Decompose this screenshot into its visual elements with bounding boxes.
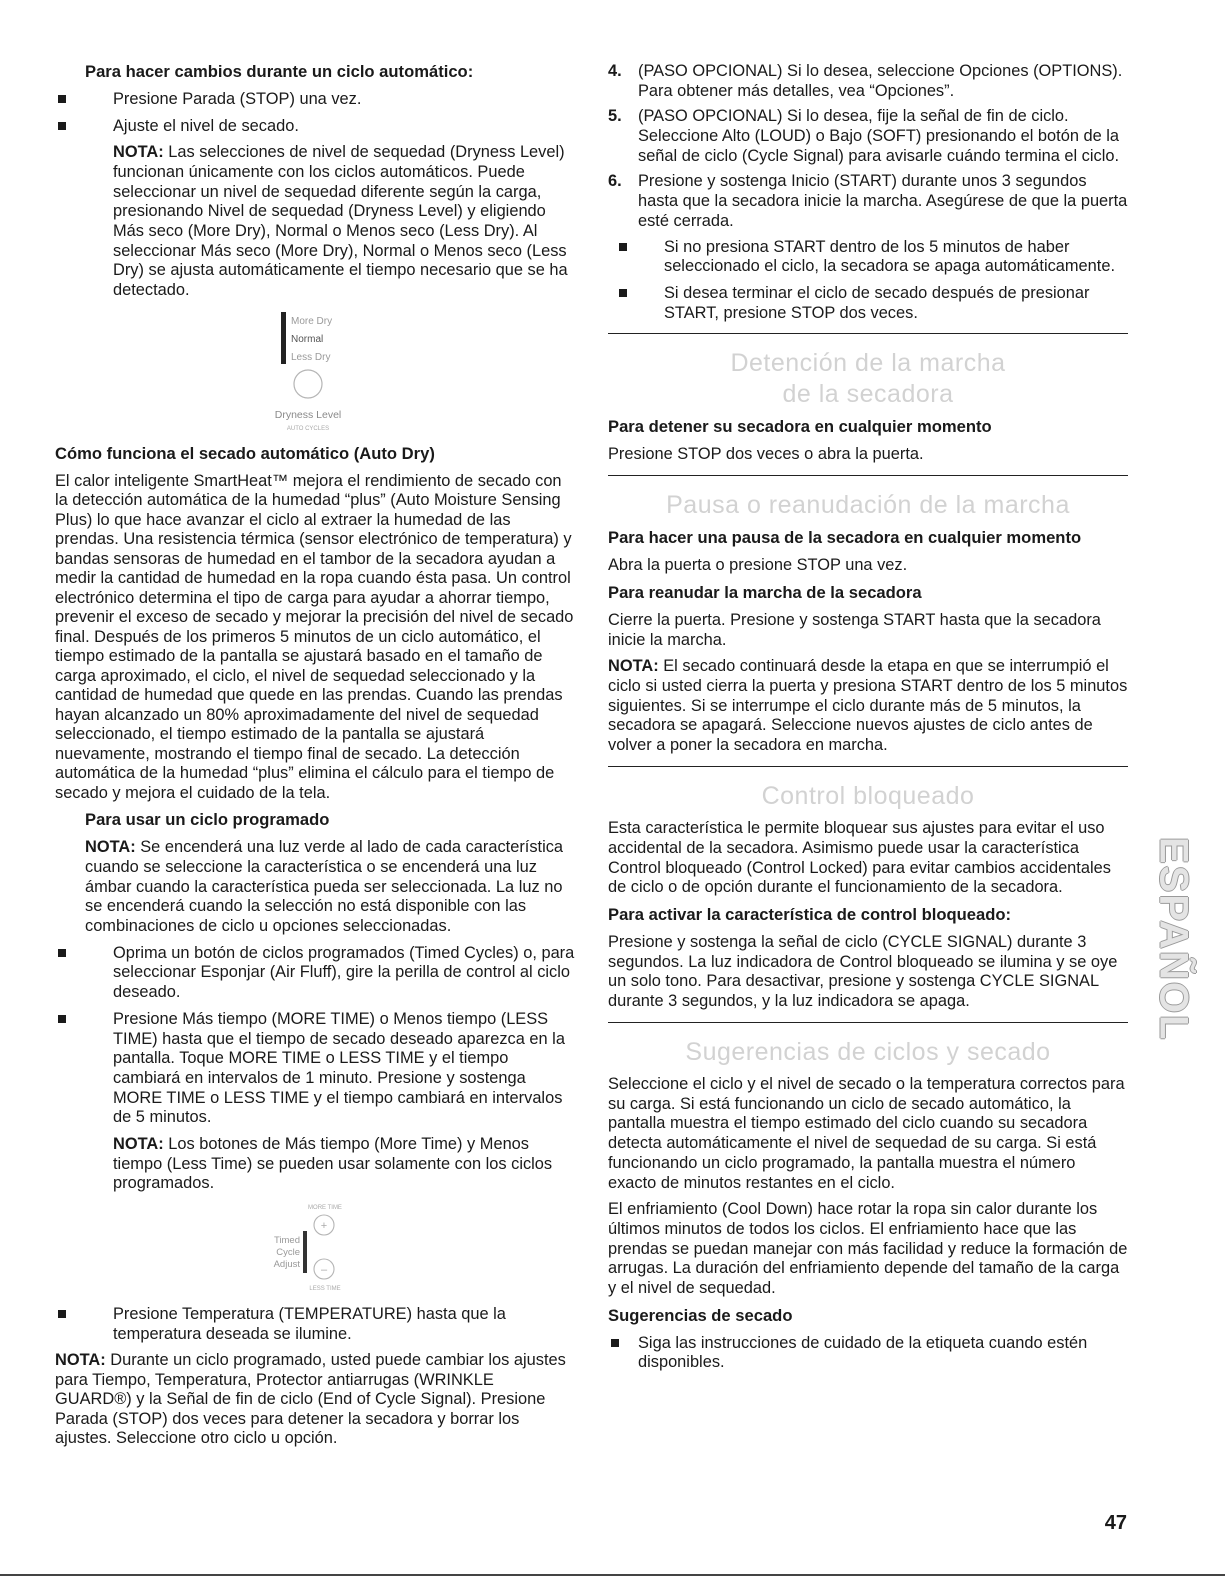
more-time-label: MORE TIME [308,1205,342,1212]
dryness-level-label: Dryness Level [274,408,342,421]
step-number: 4. [608,62,622,80]
plus-icon: + [320,1220,328,1233]
auto-cycles-label: AUTO CYCLES [286,425,330,432]
step-6 [608,172,1128,231]
paragraph-restart-dryer: Cierre la puerta. Presione y sostenga START hasta que la secadora inicie la marcha. [608,610,1101,649]
changes-list [55,90,575,136]
list-item: Si no presiona START dentro de los 5 minutos de haber seleccionado el ciclo, la secadora se apaga automáticamente. [616,238,1128,277]
note-text: Los botones de Más tiempo (More Time) y Menos tiempo (Less Time) se pueden usar solamente con los ciclos programados. [113,1134,553,1193]
section-title-control-locked: Control bloqueado [761,781,975,810]
start-notes-list [616,238,1128,324]
level-bar [281,312,286,364]
heading-drying-tips: Sugerencias de secado [608,1305,793,1325]
heading-restart-dryer: Para reanudar la marcha de la secadora [608,582,922,602]
dryness-level-illustration [55,308,575,440]
note-label: NOTA: [85,838,136,857]
heading-timed-cycle: Para usar un ciclo programado [85,810,330,830]
timed-list [55,944,575,1128]
note-text: Se encenderá una luz verde al lado de cada característica cuando se seleccione la característica o se encenderá una luz ámbar cuando la característica pueda ser seleccionada. La luz no se encenderá cuando la selección no está disponible con las combinaciones de ciclo u opciones seleccionadas. [85,838,564,936]
page-bottom-rule [0,1574,1225,1576]
paragraph-control-locked: Esta característica le permite bloquear sus ajustes para evitar el uso accidental de la secadora. Asimismo puede usar la característica Control bloqueado (Control Locked) para evitar cambios accidentales de ciclo o de opción durante el funcionamiento de la secadora. [608,819,1111,897]
cycle-adjust-bar [303,1231,307,1273]
list-item: Presione Más tiempo (MORE TIME) o Menos tiempo (LESS TIME) hasta que el tiempo de secado deseado aparezca en la pantalla. Toque MORE TIME o LESS TIME y el tiempo cambiará en intervalos de 1 minuto. Presione y sostenga MORE TIME o LESS TIME y el tiempo cambiará en intervalos de 5 minutos. [55,1010,575,1128]
step-4 [608,62,1128,101]
left-column [55,62,575,1456]
section-divider [608,333,1128,334]
section-title-cycle-tips: Sugerencias de ciclos y secado [685,1037,1051,1066]
list-item: Presione Temperatura (TEMPERATURE) hasta que la temperatura deseada se ilumine. [55,1305,575,1344]
step-text: Presione y sostenga Inicio (START) durante unos 3 segundos hasta que la secadora inicie la marcha. Asegúrese de que la puerta esté cerrada. [638,172,1128,230]
note-label: NOTA: [113,1134,164,1153]
less-dry-label: Less Dry [291,351,331,363]
paragraph-activate-control-locked: Presione y sostenga la señal de ciclo (CYCLE SIGNAL) durante 3 segundos. La luz indicadora de Control bloqueado se ilumina y se oye un solo tono. Para desactivar, presione y sostenga CYCLE SIGNAL durante 3 segundos, y la luz indicadora se apaga. [608,932,1118,1010]
minus-icon: – [320,1264,328,1277]
paragraph-pause-dryer: Abra la puerta o presione STOP una vez. [608,556,908,575]
timed-cycle-adjust-illustration [55,1201,575,1293]
step-number: 5. [608,107,622,126]
cycle-label: Cycle [276,1247,300,1259]
note-text: Las selecciones de nivel de sequedad (Dryness Level) funcionan únicamente con los ciclos automáticos. Puede seleccionar un nivel de sequedad diferente según la carga, presionando Nivel de sequedad (Dryness Level) y eligiendo Más seco (More Dry), Normal o Menos seco (Less Dry). Al seleccionar Más seco (More Dry), Normal o Menos seco (Less Dry) se ajusta automáticamente el tiempo necesario que se ha detectado. [113,143,568,300]
paragraph-stop-dryer: Presione STOP dos veces o abra la puerta. [608,445,924,464]
note-more-less-time [113,1135,575,1194]
paragraph-cycle-tips: Seleccione el ciclo y el nivel de secado o la temperatura correctos para su carga. Si está funcionando un ciclo de secado automático, la pantalla muestra el tiempo estimado del ciclo cuando su secadora detecta automáticamente el nivel de sequedad de su carga. Si está funcionando un ciclo programado, la pantalla muestra el número exacto de minutos restantes en el ciclo. [608,1075,1125,1192]
steps-list [608,62,1128,232]
right-column [608,62,1128,1380]
heading-changes-auto-cycle: Para hacer cambios durante un ciclo automático: [85,62,474,81]
note-text: El secado continuará desde la etapa en que se interrumpió el ciclo si usted cierra la puerta y presiona START dentro de los 5 minutos siguientes. Si se interrumpe el ciclo durante más de 5 minutos, la secadora se apagará. Seleccione nuevos ajustes de ciclo antes de volver a poner la secadora en marcha. [608,657,1128,754]
note-text: Durante un ciclo programado, usted puede cambiar los ajustes para Tiempo, Temperatura, Protector antiarrugas (WRINKLE GUARD®) y la Señal de fin de ciclo (End of Cycle Signal). Presione Parada (STOP) dos veces para detener la secadora y borrar los ajustes. Seleccione otro ciclo u opción. [55,1351,566,1448]
heading-pause-dryer: Para hacer una pausa de la secadora en cualquier momento [608,528,1082,548]
adjust-label: Adjust [273,1259,300,1271]
language-tab-label: ESPAÑOL [1151,837,1196,1042]
less-time-label: LESS TIME [309,1286,341,1293]
section-title-stopping [608,348,1128,409]
step-5 [608,107,1128,166]
note-restart [608,657,1128,755]
heading-stop-dryer: Para detener su secadora en cualquier momento [608,417,992,437]
note-label: NOTA: [608,657,659,676]
dryness-level-figure [55,308,575,440]
list-item: Si desea terminar el ciclo de secado después de presionar START, presione STOP dos veces. [616,284,1128,323]
list-item: Ajuste el nivel de secado. [55,117,575,137]
heading-auto-dry: Cómo funciona el secado automático (Auto Dry) [55,443,435,463]
paragraph-auto-dry: El calor inteligente SmartHeat™ mejora el rendimiento de secado con la detección automática de la humedad “plus” (Auto Moisture Sensing Plus) lo que hace avanzar el ciclo al extraer la humedad de las prendas. Una resistencia térmica (sensor electrónico de temperatura) y bandas sensoras de humedad en el tambor de la secadora ayudan a medir la cantidad de humedad en la ropa cuando ésta pasa. Un control electrónico determina el tipo de carga para ayudar a ahorrar tiempo, prevenir el exceso de secado y mejorar la precisión del nivel de secado final. Después de los primeros 5 minutos de un ciclo automático, el tiempo estimado de la pantalla se ajustará basado en el tamaño de carga aproximado, el ciclo, el nivel de sequedad seleccionado y la cantidad de humedad que quede en las prendas. Cuando las prendas hayan alcanzado un 80% aproximadamente del nivel de sequedad seleccionado, el tiempo estimado de la pantalla se ajustará nuevamente, mostrando el tiempo final de secado. La detección automática de la humedad “plus” elimina el cálculo para el tiempo de secado y mejora el cuidado de la tela. [55,471,574,802]
normal-label: Normal [291,333,324,345]
section-divider [608,1022,1128,1023]
section-title-line: Detención de la marcha [730,349,1006,378]
note-label: NOTA: [113,143,164,162]
paragraph-cool-down: El enfriamiento (Cool Down) hace rotar la ropa sin calor durante los últimos minutos de todos los ciclos. El enfriamiento hace que las prendas se puedan manejar con más facilidad y reduce la formación de arrugas. La duración del enfriamiento depende del tamaño de la carga y el nivel de sequedad. [608,1200,1128,1297]
section-divider [608,475,1128,476]
step-text: (PASO OPCIONAL) Si lo desea, seleccione Opciones (OPTIONS). Para obtener más detalles, vea “Opciones”. [638,62,1123,100]
section-title-pause: Pausa o reanudación de la marcha [666,490,1070,519]
dryness-knob-icon [294,370,322,398]
page-number: 47 [1104,1512,1127,1534]
section-title-line: de la secadora [782,379,954,408]
temperature-list [55,1305,575,1344]
drying-tips-list [608,1334,1128,1373]
list-item: Oprima un botón de ciclos programados (Timed Cycles) o, para seleccionar Esponjar (Air Fluff), gire la perilla de control al ciclo deseado. [55,944,575,1003]
note-timed-lights [85,838,575,936]
note-dryness [113,143,575,301]
list-item: Presione Parada (STOP) una vez. [55,90,575,110]
timed-label: Timed [273,1235,300,1247]
note-label: NOTA: [55,1351,106,1370]
more-dry-label: More Dry [291,315,333,327]
step-number: 6. [608,172,622,191]
language-side-tab [1147,822,1199,1057]
list-item: Siga las instrucciones de cuidado de la etiqueta cuando estén disponibles. [608,1334,1128,1373]
heading-activate-control-locked: Para activar la característica de control bloqueado: [608,904,1012,924]
step-text: (PASO OPCIONAL) Si lo desea, fije la señal de fin de ciclo. Seleccione Alto (LOUD) o Bajo (SOFT) presionando el botón de la señal de ciclo (Cycle Signal) para avisarle cuándo termina el ciclo. [638,107,1120,165]
timed-cycle-adjust-figure [55,1201,575,1293]
note-timed-settings [55,1351,575,1449]
section-divider [608,766,1128,767]
